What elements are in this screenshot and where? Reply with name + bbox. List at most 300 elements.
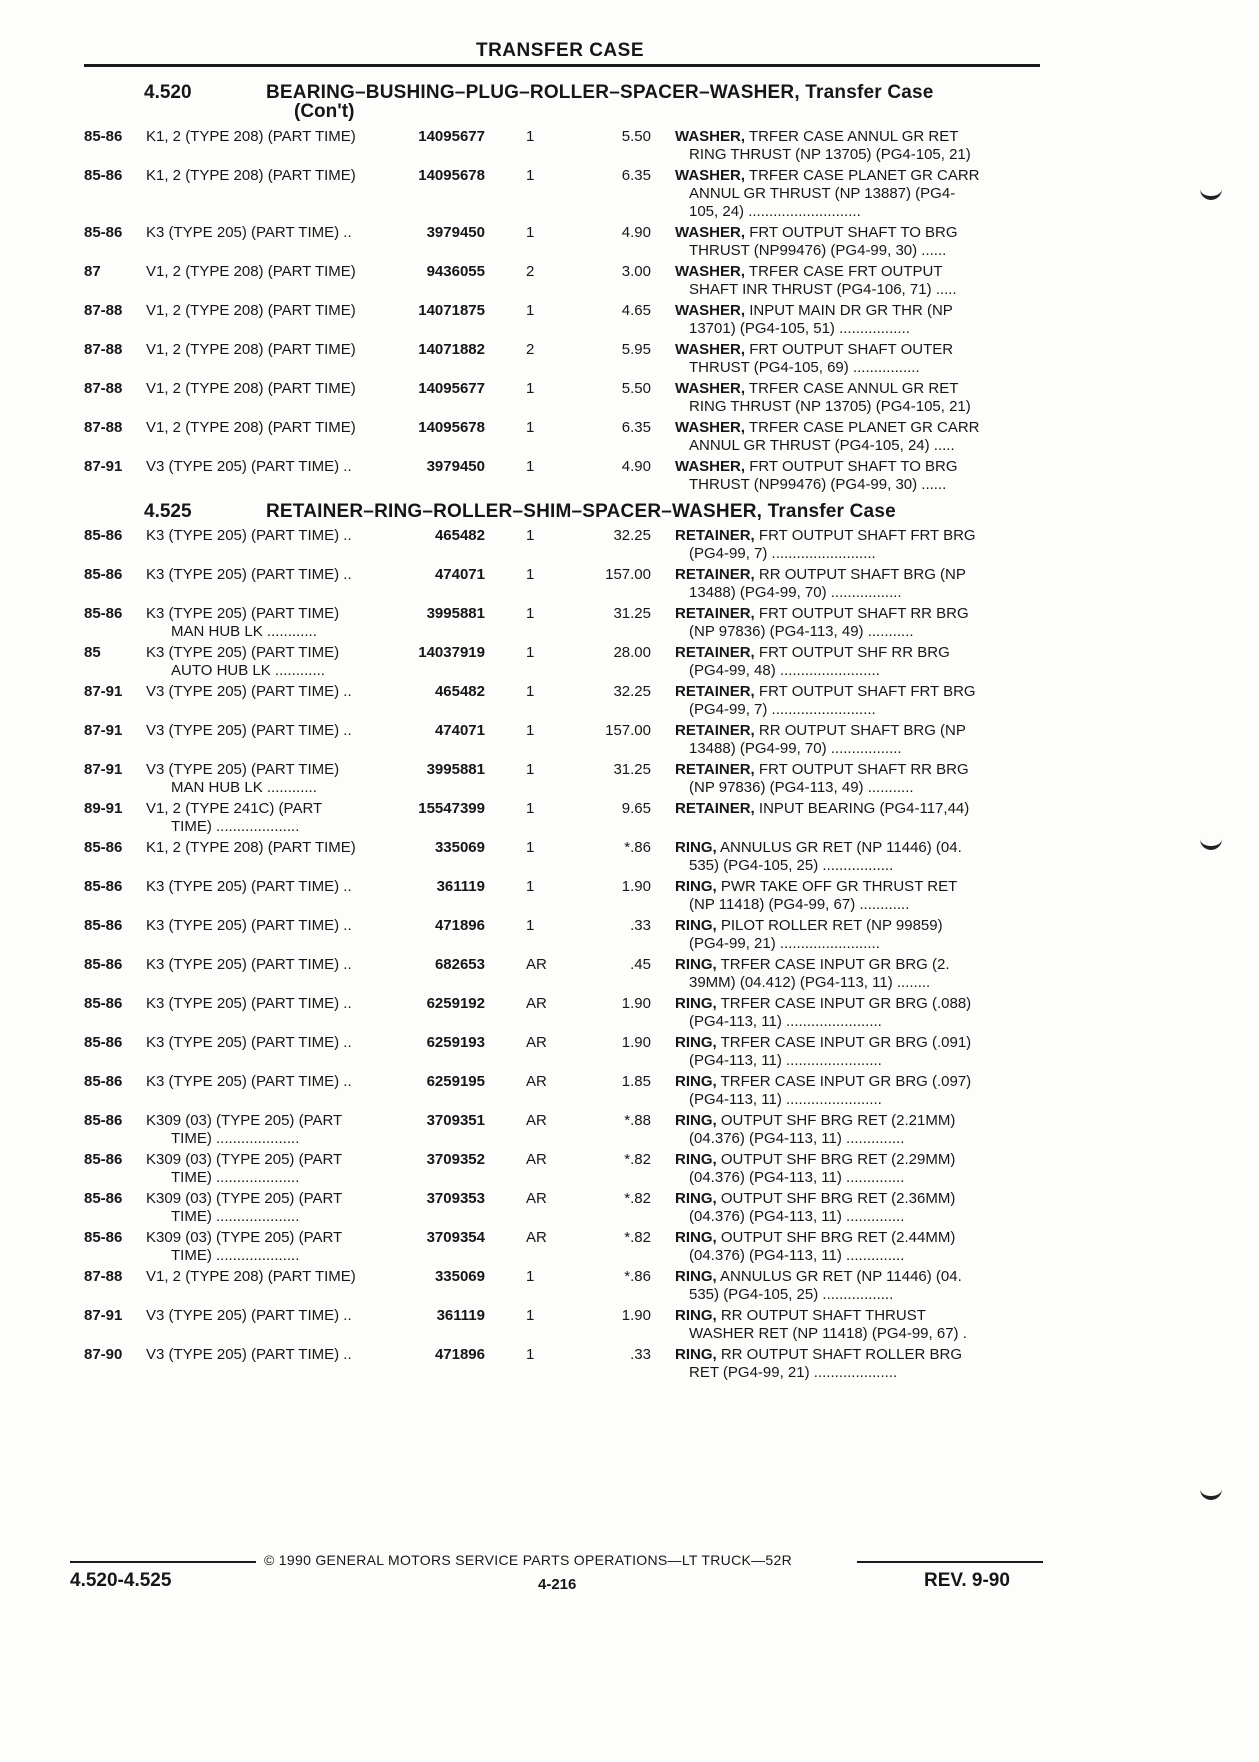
year-range: 87-88 bbox=[84, 419, 123, 436]
price: *.82 bbox=[624, 1229, 651, 1246]
part-row bbox=[0, 956, 1259, 995]
model-description: K309 (03) (TYPE 205) (PART TIME) .................... bbox=[146, 1112, 343, 1147]
part-name: RETAINER, bbox=[675, 683, 755, 700]
description-text: 13701) (PG4-105, 51) ................. bbox=[689, 320, 910, 337]
top-rule bbox=[84, 64, 1040, 67]
description-line bbox=[675, 203, 1040, 221]
part-number: 471896 bbox=[434, 1346, 485, 1363]
description-text: ANNUL GR THRUST (PG4-105, 24) ..... bbox=[689, 437, 955, 454]
description-text: (PG4-113, 11) ....................... bbox=[689, 1091, 882, 1108]
price: 32.25 bbox=[613, 683, 651, 700]
part-name: WASHER, bbox=[675, 419, 746, 436]
part-number: 3709351 bbox=[426, 1112, 485, 1129]
price: 6.35 bbox=[621, 167, 651, 184]
part-number: 465482 bbox=[434, 683, 485, 700]
description-line bbox=[675, 1286, 1040, 1304]
quantity: AR bbox=[526, 1190, 547, 1207]
description-text: RING THRUST (NP 13705) (PG4-105, 21) bbox=[689, 398, 971, 415]
description-line bbox=[675, 1268, 1040, 1286]
part-row bbox=[0, 1034, 1259, 1073]
part-name: RETAINER, bbox=[675, 644, 755, 661]
quantity: 1 bbox=[526, 644, 535, 661]
year-range: 85-86 bbox=[84, 605, 123, 622]
part-number: 14095677 bbox=[418, 380, 485, 397]
year-range: 87-91 bbox=[84, 761, 123, 778]
part-name: RING, bbox=[675, 917, 717, 934]
model-description: V1, 2 (TYPE 208) (PART TIME) bbox=[146, 419, 356, 436]
quantity: 1 bbox=[526, 605, 535, 622]
model-description: K1, 2 (TYPE 208) (PART TIME) bbox=[146, 128, 356, 145]
part-number: 14095678 bbox=[418, 419, 485, 436]
price: 5.50 bbox=[621, 380, 651, 397]
year-range: 85-86 bbox=[84, 1151, 123, 1168]
description-text: RR OUTPUT SHAFT ROLLER BRG bbox=[720, 1346, 962, 1363]
year-range: 87 bbox=[84, 263, 101, 280]
description-text: (PG4-113, 11) ....................... bbox=[689, 1013, 882, 1030]
year-range: 85-86 bbox=[84, 167, 123, 184]
model-description: V3 (TYPE 205) (PART TIME) .. bbox=[146, 722, 352, 739]
part-description bbox=[675, 917, 1040, 953]
quantity: 1 bbox=[526, 419, 535, 436]
year-range: 87-88 bbox=[84, 302, 123, 319]
description-line bbox=[675, 584, 1040, 602]
quantity: 2 bbox=[526, 263, 535, 280]
model-description: K309 (03) (TYPE 205) (PART TIME) .................... bbox=[146, 1229, 343, 1264]
year-range: 85-86 bbox=[84, 917, 123, 934]
part-row bbox=[0, 458, 1259, 497]
quantity: 1 bbox=[526, 128, 535, 145]
description-text: FRT OUTPUT SHF RR BRG bbox=[758, 644, 950, 661]
description-text: FRT OUTPUT SHAFT RR BRG bbox=[758, 605, 969, 622]
description-text: FRT OUTPUT SHAFT FRT BRG bbox=[758, 527, 976, 544]
part-row bbox=[0, 566, 1259, 605]
description-text: (NP 97836) (PG4-113, 49) ........... bbox=[689, 779, 914, 796]
part-number: 9436055 bbox=[426, 263, 485, 280]
price: 4.90 bbox=[621, 224, 651, 241]
part-number: 3979450 bbox=[426, 458, 485, 475]
description-text: 39MM) (04.412) (PG4-113, 11) ........ bbox=[689, 974, 931, 991]
description-line bbox=[675, 605, 1040, 623]
quantity: AR bbox=[526, 1112, 547, 1129]
model-description: K3 (TYPE 205) (PART TIME) .. bbox=[146, 224, 352, 241]
description-text: (04.376) (PG4-113, 11) .............. bbox=[689, 1169, 905, 1186]
description-line bbox=[675, 761, 1040, 779]
part-name: RING, bbox=[675, 878, 717, 895]
part-row bbox=[0, 1268, 1259, 1307]
description-line bbox=[675, 545, 1040, 563]
year-range: 85-86 bbox=[84, 1073, 123, 1090]
price: *.82 bbox=[624, 1151, 651, 1168]
description-line bbox=[675, 1052, 1040, 1070]
year-range: 85 bbox=[84, 644, 101, 661]
part-number: 6259195 bbox=[426, 1073, 485, 1090]
part-name: RETAINER, bbox=[675, 800, 755, 817]
year-range: 85-86 bbox=[84, 878, 123, 895]
part-description bbox=[675, 839, 1040, 875]
price: .33 bbox=[630, 1346, 651, 1363]
description-line bbox=[675, 722, 1040, 740]
quantity: 1 bbox=[526, 683, 535, 700]
description-text: (PG4-99, 7) ......................... bbox=[689, 701, 876, 718]
model-description: K1, 2 (TYPE 208) (PART TIME) bbox=[146, 839, 356, 856]
part-description bbox=[675, 1229, 1040, 1265]
page-number: 4-216 bbox=[538, 1576, 577, 1593]
model-description: V3 (TYPE 205) (PART TIME) .. bbox=[146, 683, 352, 700]
model-description: K3 (TYPE 205) (PART TIME) .. bbox=[146, 1034, 352, 1051]
copyright-notice: © 1990 GENERAL MOTORS SERVICE PARTS OPERATIONS—LT TRUCK—52R bbox=[264, 1552, 793, 1568]
description-text: TRFER CASE ANNUL GR RET bbox=[748, 380, 959, 397]
part-name: RING, bbox=[675, 1073, 717, 1090]
part-description bbox=[675, 995, 1040, 1031]
part-name: WASHER, bbox=[675, 224, 746, 241]
quantity: 1 bbox=[526, 566, 535, 583]
model-description: V1, 2 (TYPE 241C) (PART TIME) .................... bbox=[146, 800, 323, 835]
description-line bbox=[675, 1073, 1040, 1091]
page-title: TRANSFER CASE bbox=[475, 40, 644, 61]
revision-label: REV. 9-90 bbox=[924, 1570, 1010, 1591]
quantity: AR bbox=[526, 956, 547, 973]
part-row bbox=[0, 839, 1259, 878]
part-row bbox=[0, 1190, 1259, 1229]
part-description bbox=[675, 527, 1040, 563]
description-line bbox=[675, 1151, 1040, 1169]
description-line bbox=[675, 878, 1040, 896]
price: 4.90 bbox=[621, 458, 651, 475]
description-text: TRFER CASE PLANET GR CARR bbox=[748, 167, 980, 184]
description-text: OUTPUT SHF BRG RET (2.44MM) bbox=[720, 1229, 956, 1246]
year-range: 87-90 bbox=[84, 1346, 123, 1363]
description-text: OUTPUT SHF BRG RET (2.29MM) bbox=[720, 1151, 956, 1168]
part-name: WASHER, bbox=[675, 458, 746, 475]
price: *.86 bbox=[624, 839, 651, 856]
part-description bbox=[675, 341, 1040, 377]
quantity: 1 bbox=[526, 722, 535, 739]
model-description: K3 (TYPE 205) (PART TIME) .. bbox=[146, 917, 352, 934]
description-text: FRT OUTPUT SHAFT FRT BRG bbox=[758, 683, 976, 700]
quantity: 1 bbox=[526, 1346, 535, 1363]
part-row bbox=[0, 128, 1259, 167]
description-line bbox=[675, 896, 1040, 914]
description-text: THRUST (NP99476) (PG4-99, 30) ...... bbox=[689, 476, 947, 493]
section-heading bbox=[0, 80, 1259, 128]
part-description bbox=[675, 761, 1040, 797]
year-range: 89-91 bbox=[84, 800, 123, 817]
footer-rule-right bbox=[857, 1561, 1043, 1563]
part-description bbox=[675, 644, 1040, 680]
section-heading bbox=[0, 499, 1259, 527]
description-text: RR OUTPUT SHAFT BRG (NP bbox=[758, 722, 966, 739]
model-description: K3 (TYPE 205) (PART TIME) .. bbox=[146, 878, 352, 895]
description-line bbox=[675, 398, 1040, 416]
year-range: 85-86 bbox=[84, 1190, 123, 1207]
price: 3.00 bbox=[621, 263, 651, 280]
part-description bbox=[675, 224, 1040, 260]
description-line bbox=[675, 359, 1040, 377]
model-description: K3 (TYPE 205) (PART TIME) .. bbox=[146, 566, 352, 583]
description-line bbox=[675, 623, 1040, 641]
part-description bbox=[675, 1190, 1040, 1226]
quantity: 1 bbox=[526, 302, 535, 319]
description-text: 13488) (PG4-99, 70) ................. bbox=[689, 584, 902, 601]
description-text: PILOT ROLLER RET (NP 99859) bbox=[720, 917, 943, 934]
part-description bbox=[675, 566, 1040, 602]
description-text: TRFER CASE INPUT GR BRG (.091) bbox=[720, 1034, 972, 1051]
part-description bbox=[675, 128, 1040, 164]
part-number: 3979450 bbox=[426, 224, 485, 241]
year-range: 85-86 bbox=[84, 956, 123, 973]
description-line bbox=[675, 1247, 1040, 1265]
part-row bbox=[0, 419, 1259, 458]
part-number: 14037919 bbox=[418, 644, 485, 661]
part-number: 15547399 bbox=[418, 800, 485, 817]
model-description: V3 (TYPE 205) (PART TIME) .. bbox=[146, 458, 352, 475]
description-line bbox=[675, 644, 1040, 662]
description-text: OUTPUT SHF BRG RET (2.21MM) bbox=[720, 1112, 956, 1129]
part-description bbox=[675, 683, 1040, 719]
description-text: (PG4-99, 21) ........................ bbox=[689, 935, 880, 952]
part-row bbox=[0, 263, 1259, 302]
description-text: 535) (PG4-105, 25) ................. bbox=[689, 1286, 894, 1303]
description-line bbox=[675, 167, 1040, 185]
part-description bbox=[675, 302, 1040, 338]
description-line bbox=[675, 341, 1040, 359]
part-number: 465482 bbox=[434, 527, 485, 544]
part-name: WASHER, bbox=[675, 341, 746, 358]
model-description: V3 (TYPE 205) (PART TIME) MAN HUB LK ............ bbox=[146, 761, 340, 796]
quantity: 1 bbox=[526, 839, 535, 856]
description-line bbox=[675, 800, 1040, 818]
description-text: TRFER CASE INPUT GR BRG (2. bbox=[720, 956, 950, 973]
part-row bbox=[0, 1346, 1259, 1385]
part-name: RING, bbox=[675, 1151, 717, 1168]
price: 32.25 bbox=[613, 527, 651, 544]
model-description: K3 (TYPE 205) (PART TIME) .. bbox=[146, 995, 352, 1012]
model-description: V3 (TYPE 205) (PART TIME) .. bbox=[146, 1307, 352, 1324]
part-description bbox=[675, 605, 1040, 641]
description-text: (NP 11418) (PG4-99, 67) ............ bbox=[689, 896, 910, 913]
price: .33 bbox=[630, 917, 651, 934]
description-line bbox=[675, 1013, 1040, 1031]
quantity: 1 bbox=[526, 1268, 535, 1285]
part-number: 6259193 bbox=[426, 1034, 485, 1051]
year-range: 85-86 bbox=[84, 995, 123, 1012]
price: 157.00 bbox=[605, 722, 651, 739]
model-description: V3 (TYPE 205) (PART TIME) .. bbox=[146, 1346, 352, 1363]
description-line bbox=[675, 917, 1040, 935]
part-description bbox=[675, 1034, 1040, 1070]
description-text: PWR TAKE OFF GR THRUST RET bbox=[720, 878, 958, 895]
description-line bbox=[675, 302, 1040, 320]
price: 5.50 bbox=[621, 128, 651, 145]
description-line bbox=[675, 995, 1040, 1013]
quantity: 1 bbox=[526, 380, 535, 397]
part-description bbox=[675, 167, 1040, 221]
part-number: 474071 bbox=[434, 566, 485, 583]
part-row bbox=[0, 1151, 1259, 1190]
part-row bbox=[0, 683, 1259, 722]
part-row bbox=[0, 761, 1259, 800]
description-line bbox=[675, 566, 1040, 584]
part-number: 471896 bbox=[434, 917, 485, 934]
description-text: (04.376) (PG4-113, 11) .............. bbox=[689, 1130, 905, 1147]
quantity: 1 bbox=[526, 167, 535, 184]
description-line bbox=[675, 128, 1040, 146]
part-number: 3995881 bbox=[426, 605, 485, 622]
parts-list bbox=[0, 80, 1259, 1385]
part-description bbox=[675, 419, 1040, 455]
description-line bbox=[675, 458, 1040, 476]
price: *.86 bbox=[624, 1268, 651, 1285]
price: 157.00 bbox=[605, 566, 651, 583]
part-row bbox=[0, 722, 1259, 761]
model-description: K3 (TYPE 205) (PART TIME) AUTO HUB LK ............ bbox=[146, 644, 340, 679]
description-text: (PG4-99, 7) ......................... bbox=[689, 545, 876, 562]
quantity: 1 bbox=[526, 224, 535, 241]
description-text: TRFER CASE PLANET GR CARR bbox=[748, 419, 980, 436]
description-text: ANNULUS GR RET (NP 11446) (04. bbox=[720, 839, 962, 856]
model-description: V1, 2 (TYPE 208) (PART TIME) bbox=[146, 1268, 356, 1285]
description-text: OUTPUT SHF BRG RET (2.36MM) bbox=[720, 1190, 956, 1207]
description-text: RET (PG4-99, 21) .................... bbox=[689, 1364, 898, 1381]
model-description: V1, 2 (TYPE 208) (PART TIME) bbox=[146, 263, 356, 280]
description-line bbox=[675, 242, 1040, 260]
description-text: (04.376) (PG4-113, 11) .............. bbox=[689, 1208, 905, 1225]
description-line bbox=[675, 224, 1040, 242]
description-line bbox=[675, 437, 1040, 455]
part-number: 14071875 bbox=[418, 302, 485, 319]
description-text: TRFER CASE INPUT GR BRG (.088) bbox=[720, 995, 972, 1012]
model-description: K3 (TYPE 205) (PART TIME) .. bbox=[146, 527, 352, 544]
part-description bbox=[675, 1112, 1040, 1148]
description-text: FRT OUTPUT SHAFT OUTER bbox=[749, 341, 954, 358]
part-description bbox=[675, 878, 1040, 914]
description-line bbox=[675, 683, 1040, 701]
price: *.82 bbox=[624, 1190, 651, 1207]
description-text: 13488) (PG4-99, 70) ................. bbox=[689, 740, 902, 757]
part-row bbox=[0, 917, 1259, 956]
description-line bbox=[675, 1346, 1040, 1364]
description-text: INPUT MAIN DR GR THR (NP bbox=[749, 302, 953, 319]
quantity: 1 bbox=[526, 761, 535, 778]
part-name: RING, bbox=[675, 1034, 717, 1051]
quantity: AR bbox=[526, 1073, 547, 1090]
year-range: 85-86 bbox=[84, 1112, 123, 1129]
part-name: RETAINER, bbox=[675, 722, 755, 739]
part-description bbox=[675, 380, 1040, 416]
model-description: V1, 2 (TYPE 208) (PART TIME) bbox=[146, 380, 356, 397]
part-row bbox=[0, 341, 1259, 380]
year-range: 87-88 bbox=[84, 1268, 123, 1285]
part-number: 14095678 bbox=[418, 167, 485, 184]
quantity: 1 bbox=[526, 800, 535, 817]
price: .45 bbox=[630, 956, 651, 973]
section-continued: (Con't) bbox=[294, 101, 355, 122]
year-range: 87-91 bbox=[84, 683, 123, 700]
quantity: 2 bbox=[526, 341, 535, 358]
description-text: ANNULUS GR RET (NP 11446) (04. bbox=[720, 1268, 962, 1285]
part-row bbox=[0, 224, 1259, 263]
part-number: 3995881 bbox=[426, 761, 485, 778]
section-number: 4.525 bbox=[144, 501, 192, 522]
part-description bbox=[675, 1073, 1040, 1109]
model-description: K3 (TYPE 205) (PART TIME) .. bbox=[146, 1073, 352, 1090]
part-name: RING, bbox=[675, 839, 717, 856]
description-line bbox=[675, 320, 1040, 338]
price: 6.35 bbox=[621, 419, 651, 436]
part-number: 3709353 bbox=[426, 1190, 485, 1207]
model-description: V1, 2 (TYPE 208) (PART TIME) bbox=[146, 341, 356, 358]
description-text: WASHER RET (NP 11418) (PG4-99, 67) . bbox=[689, 1325, 967, 1342]
part-number: 474071 bbox=[434, 722, 485, 739]
part-name: WASHER, bbox=[675, 380, 746, 397]
description-line bbox=[675, 1091, 1040, 1109]
part-description bbox=[675, 263, 1040, 299]
description-line bbox=[675, 1034, 1040, 1052]
description-line bbox=[675, 1190, 1040, 1208]
price: 31.25 bbox=[613, 761, 651, 778]
part-row bbox=[0, 527, 1259, 566]
description-text: THRUST (NP99476) (PG4-99, 30) ...... bbox=[689, 242, 947, 259]
description-line bbox=[675, 1364, 1040, 1382]
model-description: K1, 2 (TYPE 208) (PART TIME) bbox=[146, 167, 356, 184]
part-number: 3709354 bbox=[426, 1229, 485, 1246]
quantity: AR bbox=[526, 1034, 547, 1051]
description-text: THRUST (PG4-105, 69) ................ bbox=[689, 359, 920, 376]
year-range: 85-86 bbox=[84, 1229, 123, 1246]
description-text: TRFER CASE INPUT GR BRG (.097) bbox=[720, 1073, 972, 1090]
part-name: WASHER, bbox=[675, 167, 746, 184]
description-text: INPUT BEARING (PG4-117,44) bbox=[758, 800, 970, 817]
description-text: ANNUL GR THRUST (NP 13887) (PG4- bbox=[689, 185, 956, 202]
price: 31.25 bbox=[613, 605, 651, 622]
part-description bbox=[675, 1346, 1040, 1382]
part-name: RING, bbox=[675, 956, 717, 973]
year-range: 85-86 bbox=[84, 128, 123, 145]
description-line bbox=[675, 380, 1040, 398]
part-name: WASHER, bbox=[675, 302, 746, 319]
model-description: K3 (TYPE 205) (PART TIME) MAN HUB LK ............ bbox=[146, 605, 340, 640]
price: 1.90 bbox=[621, 995, 651, 1012]
quantity: AR bbox=[526, 1229, 547, 1246]
part-number: 335069 bbox=[434, 839, 485, 856]
description-text: FRT OUTPUT SHAFT TO BRG bbox=[749, 458, 958, 475]
price: 28.00 bbox=[613, 644, 651, 661]
part-row bbox=[0, 1073, 1259, 1112]
description-line bbox=[675, 419, 1040, 437]
part-number: 682653 bbox=[434, 956, 485, 973]
part-row bbox=[0, 380, 1259, 419]
year-range: 87-91 bbox=[84, 458, 123, 475]
part-row bbox=[0, 800, 1259, 839]
quantity: 1 bbox=[526, 458, 535, 475]
model-description: V1, 2 (TYPE 208) (PART TIME) bbox=[146, 302, 356, 319]
part-description bbox=[675, 1268, 1040, 1304]
year-range: 85-86 bbox=[84, 224, 123, 241]
description-line bbox=[675, 1307, 1040, 1325]
description-text: FRT OUTPUT SHAFT RR BRG bbox=[758, 761, 969, 778]
part-description bbox=[675, 1307, 1040, 1343]
description-line bbox=[675, 935, 1040, 953]
part-description bbox=[675, 458, 1040, 494]
description-line bbox=[675, 857, 1040, 875]
part-row bbox=[0, 167, 1259, 224]
part-name: RING, bbox=[675, 1346, 717, 1363]
part-name: RING, bbox=[675, 1268, 717, 1285]
part-row bbox=[0, 1112, 1259, 1151]
part-name: RING, bbox=[675, 995, 717, 1012]
model-description: K309 (03) (TYPE 205) (PART TIME) .................... bbox=[146, 1151, 343, 1186]
margin-tick-mark bbox=[1200, 1486, 1222, 1500]
